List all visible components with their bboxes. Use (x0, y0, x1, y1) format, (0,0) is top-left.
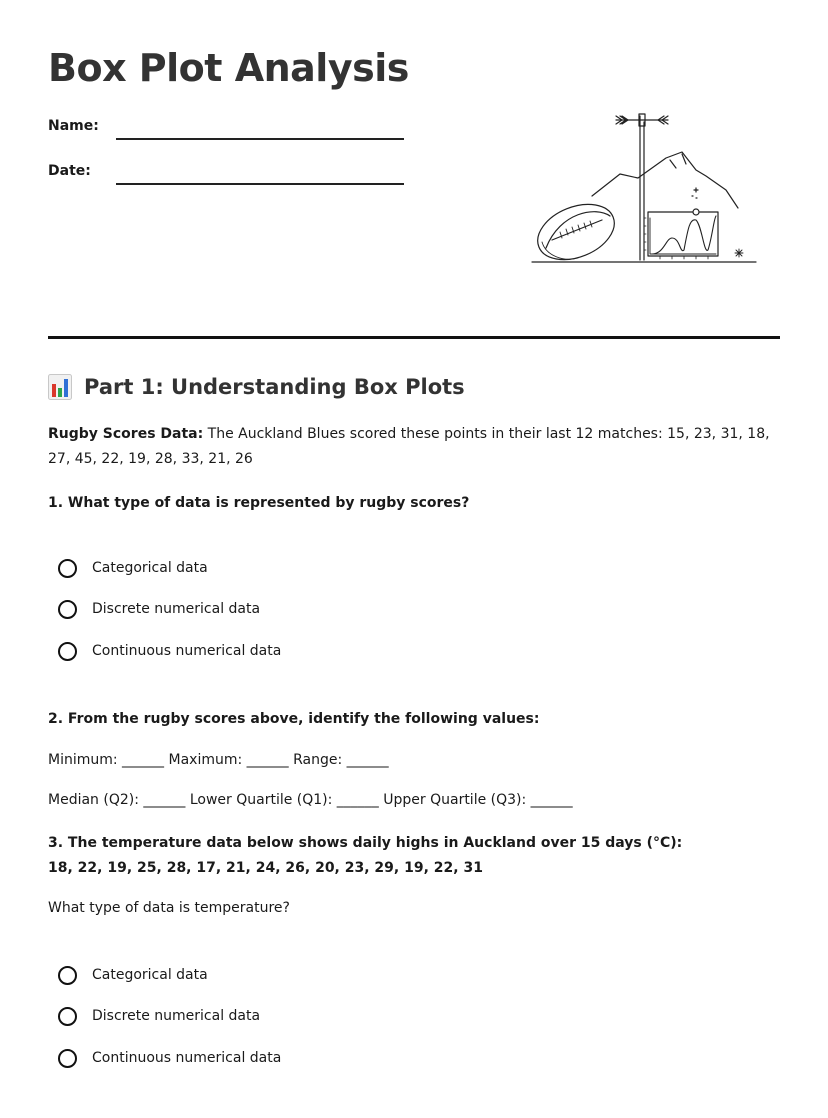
rugby-data-text: The Auckland Blues scored these points in their last 12 matches: 15, 23, 31, 18, 27, 45, 22, 19, 28, 33, 21, 26 (48, 426, 770, 467)
section-divider (48, 336, 780, 339)
section-title-text: Part 1: Understanding Box Plots (84, 375, 465, 399)
rugby-ball-icon (530, 194, 622, 270)
q3-option-continuous[interactable] (58, 1046, 281, 1070)
section-title-part1 (48, 374, 465, 400)
name-label: Name: (48, 118, 99, 134)
page-title: Box Plot Analysis (48, 46, 409, 90)
date-line[interactable] (116, 183, 404, 185)
question-3-prompt: 3. The temperature data below shows daily highs in Auckland over 15 days (°C): (48, 835, 683, 851)
weather-vane-icon (640, 116, 644, 260)
q3-radio-continuous[interactable] (58, 1049, 77, 1068)
name-line[interactable] (116, 138, 404, 140)
q1-option-continuous[interactable] (58, 639, 281, 663)
date-label: Date: (48, 163, 91, 179)
q3-option-label: Discrete numerical data (92, 1008, 261, 1024)
q1-option-discrete[interactable] (58, 597, 260, 621)
question-2-prompt: 2. From the rugby scores above, identify the following values: (48, 711, 540, 727)
worksheet-page (48, 0, 780, 1118)
rugby-data-label: Rugby Scores Data: (48, 426, 204, 442)
question-1-prompt: 1. What type of data is represented by rugby scores? (48, 495, 470, 511)
q3-temperature-data: 18, 22, 19, 25, 28, 17, 21, 24, 26, 20, 23, 29, 19, 22, 31 (48, 860, 483, 876)
mountain-icon (592, 152, 738, 208)
q3-radio-categorical[interactable] (58, 966, 77, 985)
q3-option-label: Categorical data (92, 967, 208, 983)
rugby-data-paragraph (48, 422, 780, 472)
name-field[interactable] (48, 118, 408, 142)
q1-option-label: Continuous numerical data (92, 643, 282, 659)
q1-option-label: Discrete numerical data (92, 601, 261, 617)
date-field[interactable] (48, 163, 408, 187)
q3-radio-discrete[interactable] (58, 1007, 77, 1026)
q3-subprompt: What type of data is temperature? (48, 900, 290, 916)
q1-radio-categorical[interactable] (58, 559, 77, 578)
q3-option-discrete[interactable] (58, 1004, 260, 1028)
q1-option-label: Categorical data (92, 560, 208, 576)
q1-radio-discrete[interactable] (58, 600, 77, 619)
q1-radio-continuous[interactable] (58, 642, 77, 661)
q2-answer-line-2[interactable]: Median (Q2): ______ Lower Quartile (Q1): ______ Upper Quartile (Q3): ______ (48, 792, 573, 808)
bar-chart-icon (48, 374, 72, 400)
q2-answer-line-1[interactable]: Minimum: ______ Maximum: ______ Range: ______ (48, 752, 389, 768)
q3-option-label: Continuous numerical data (92, 1050, 282, 1066)
mini-line-chart-icon (644, 209, 718, 259)
q3-option-categorical[interactable] (58, 963, 208, 987)
rugby-weather-illustration (530, 108, 762, 270)
q1-option-categorical[interactable] (58, 556, 208, 580)
